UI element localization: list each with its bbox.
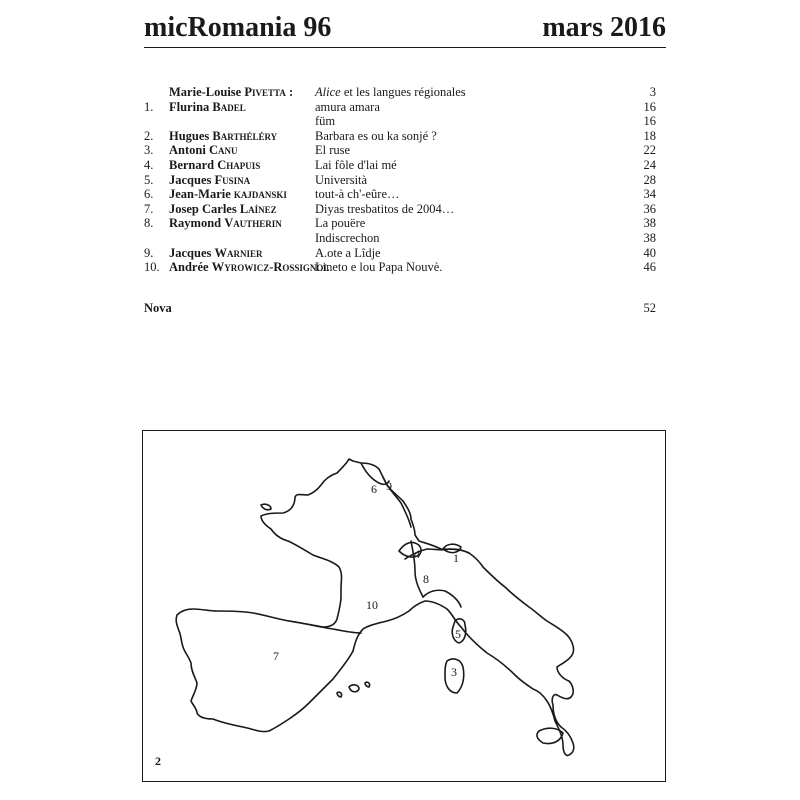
page-ref: 22 [643, 143, 656, 158]
author-name [169, 100, 246, 115]
author-first-name: Hugues [169, 128, 210, 143]
work-title [315, 202, 454, 217]
author-last-name: Chapuis [217, 158, 261, 172]
page-ref: 18 [643, 128, 656, 143]
work-title-text: Lineto e lou Papa Nouvè. [315, 260, 443, 275]
author-name [169, 187, 287, 202]
author-first-name: Raymond [169, 216, 222, 231]
page-ref: 16 [643, 99, 656, 114]
author-name [169, 216, 282, 231]
page-ref: 40 [643, 245, 656, 260]
work-title-text: füm [315, 114, 336, 129]
toc-entry [144, 100, 656, 115]
author-last-name: Wyrowicz-Rossignol [211, 260, 330, 275]
author-first-name: Jacques [169, 245, 212, 260]
journal-title: micRomania 96 [144, 12, 332, 43]
author-name [169, 202, 277, 217]
page-ref: 3 [649, 85, 656, 99]
toc-entry [144, 246, 656, 261]
page-ref: 38 [643, 216, 656, 231]
toc-entry [144, 143, 656, 158]
author-last-name: Fusina [214, 172, 251, 187]
toc-entry [144, 158, 656, 173]
work-title [315, 246, 381, 261]
work-title [315, 231, 380, 246]
map-label: 8 [423, 572, 429, 586]
running-header [144, 12, 666, 46]
author-name [169, 85, 293, 100]
entry-number: 5. [144, 172, 154, 187]
author-name [169, 246, 263, 261]
work-title [315, 129, 437, 144]
author-name [169, 260, 329, 275]
entry-number: 4. [144, 158, 154, 172]
author-first-name: Andrée [169, 260, 209, 275]
work-title-text: Lai fôle d'lai mé [315, 158, 397, 172]
toc-entry [144, 187, 656, 202]
map-frame [142, 430, 666, 782]
author-first-name: Antoni [169, 143, 206, 158]
romance-languages-map [143, 431, 665, 781]
page-ref: 16 [643, 114, 656, 129]
issue-date: mars 2016 [542, 12, 666, 43]
author-name [169, 143, 237, 158]
work-title-italic: Alice [315, 85, 341, 99]
entry-number: 9. [144, 245, 154, 260]
toc-entry [144, 260, 656, 275]
work-title-text: Università [315, 172, 368, 187]
author-last-name: Barthéléry [212, 128, 278, 143]
page-ref: 34 [643, 187, 656, 202]
page-ref: 28 [643, 172, 656, 187]
page-ref: 38 [643, 231, 656, 245]
work-title [315, 114, 335, 129]
entry-number: 6. [144, 187, 154, 202]
work-title-text: Diyas tresbatitos de 2004… [315, 201, 455, 216]
work-title-text: Barbara es ou ka sonjé ? [315, 128, 437, 143]
work-title-text: tout-à ch'-eûre… [315, 187, 400, 202]
work-title-text: Indiscrechon [315, 231, 380, 245]
map-label: 4 [414, 547, 420, 561]
map-label: 6 [371, 482, 377, 496]
author-last-name: Pivetta [244, 85, 286, 99]
toc-nova-entry [144, 301, 656, 316]
work-title [315, 260, 442, 275]
author-first-name: Marie-Louise [169, 85, 242, 99]
work-title [315, 143, 350, 158]
author-name [169, 173, 250, 188]
channel-island [261, 504, 271, 510]
work-title [315, 158, 397, 173]
page-ref: 36 [643, 201, 656, 216]
toc-entry [144, 173, 656, 188]
author-suffix: : [285, 85, 294, 99]
page-ref: 46 [643, 260, 656, 275]
work-title [315, 187, 400, 202]
author-name [169, 158, 260, 173]
entry-number: 3. [144, 143, 154, 158]
map-label: 5 [455, 627, 461, 641]
work-title-text: amura amara [315, 99, 380, 114]
work-title [315, 173, 367, 188]
map-label: 10 [366, 598, 378, 612]
entry-number: 7. [144, 201, 154, 216]
work-title [315, 85, 466, 100]
ligurian-coast [423, 590, 461, 607]
author-first-name: Jean-Marie [169, 187, 231, 202]
toc-entry [144, 216, 656, 231]
work-title-text: El ruse [315, 143, 351, 158]
toc-entry [144, 129, 656, 144]
balearic-mallorca [349, 685, 359, 692]
entry-number: 8. [144, 216, 154, 231]
author-last-name: kajdanski [233, 187, 287, 202]
nova-page-ref: 52 [643, 301, 656, 315]
author-last-name: Badel [212, 99, 246, 114]
work-title-text: et les langues régionales [340, 85, 466, 99]
map-label: 1 [453, 551, 459, 565]
author-last-name: Laínez [239, 201, 277, 216]
nova-label: Nova [144, 301, 172, 315]
work-title [315, 216, 365, 231]
author-first-name: Josep Carles [169, 201, 237, 216]
author-last-name: Warnier [214, 245, 263, 260]
page-ref: 24 [643, 158, 656, 172]
entry-number: 1. [144, 99, 154, 114]
toc-entry [144, 114, 656, 129]
entry-number: 10. [144, 260, 160, 275]
work-title-text: A.ote a Lîdje [315, 245, 381, 260]
author-first-name: Bernard [169, 158, 215, 172]
toc-entry [144, 85, 656, 100]
author-name [169, 129, 277, 144]
map-label: 3 [451, 665, 457, 679]
work-title [315, 100, 380, 115]
author-last-name: Canu [208, 143, 238, 158]
toc-entry [144, 231, 656, 246]
entry-number: 2. [144, 128, 154, 143]
map-label: 9 [386, 479, 392, 493]
page-number: 2 [155, 754, 161, 768]
border-france-spain [289, 621, 361, 633]
balearic-ibiza [337, 692, 342, 697]
header-rule [144, 47, 666, 48]
author-last-name: Vautherin [224, 216, 282, 231]
toc-entry [144, 202, 656, 217]
map-label: 7 [273, 649, 279, 663]
sicily [537, 728, 563, 743]
work-title-text: La pouëre [315, 216, 366, 231]
balearic-menorca [365, 682, 370, 687]
author-first-name: Flurina [169, 99, 210, 114]
author-first-name: Jacques [169, 172, 212, 187]
